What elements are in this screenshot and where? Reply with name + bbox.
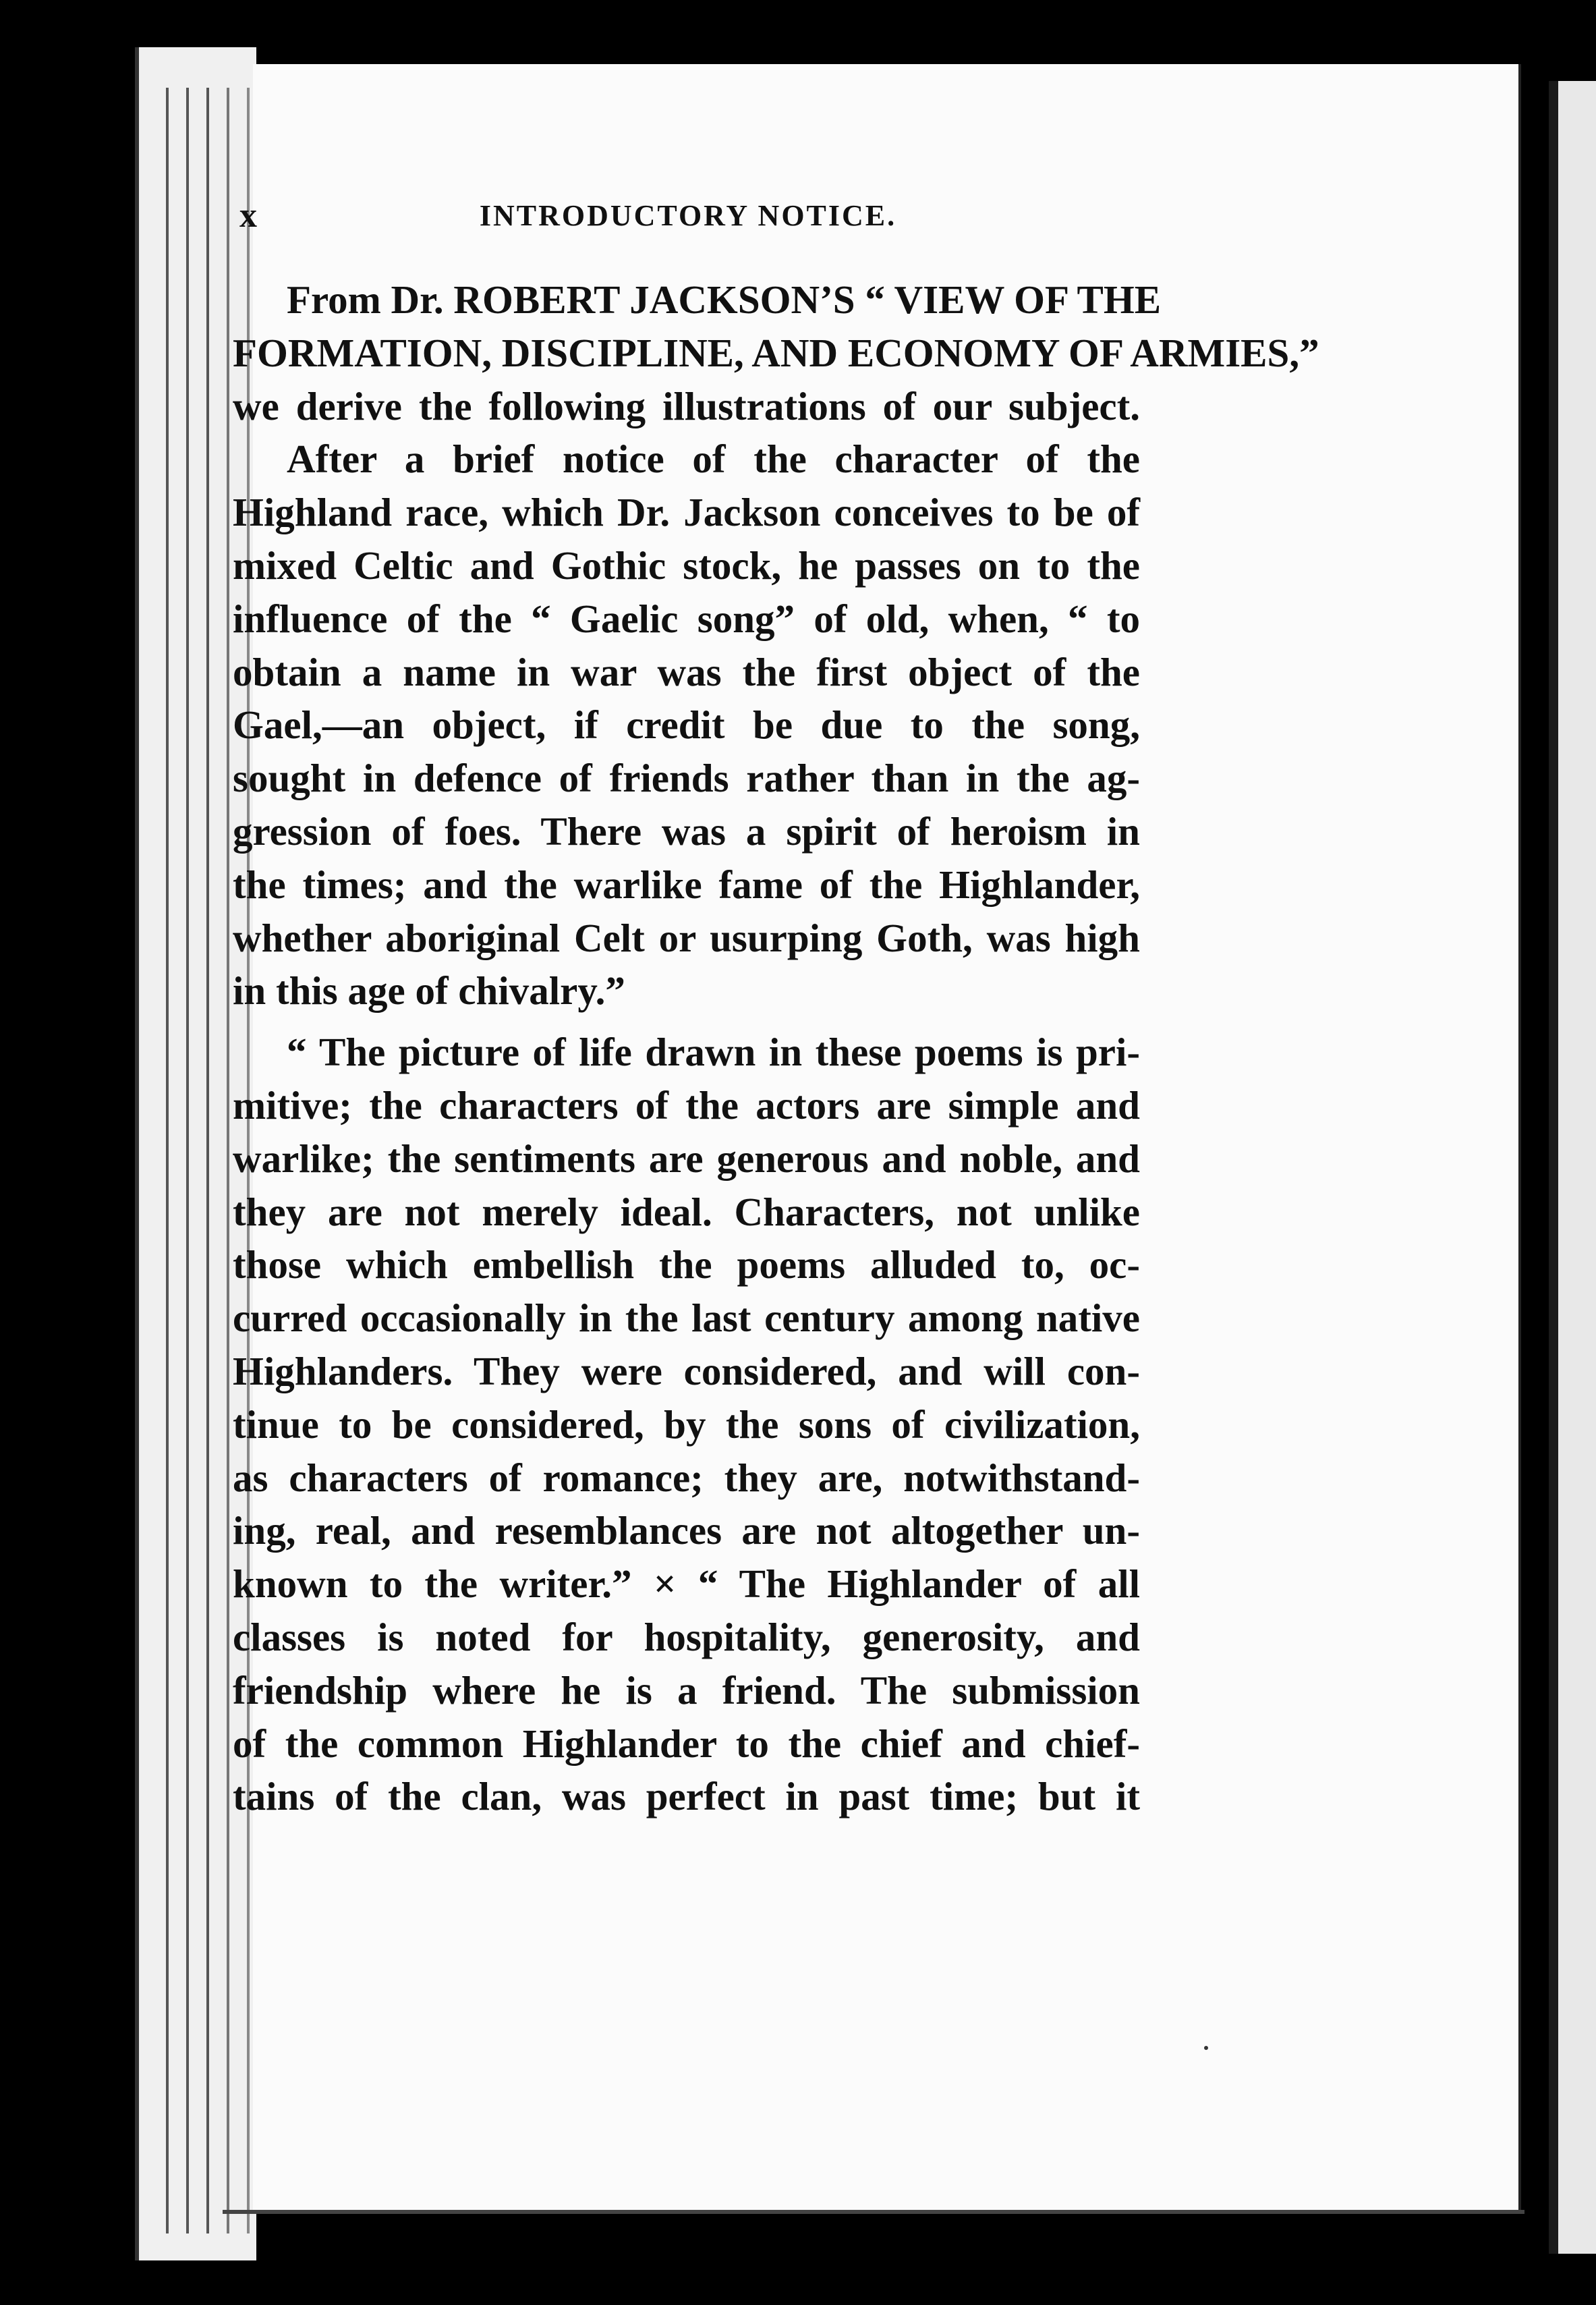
text-line: classes is noted for hospitality, generosity, and [233, 1614, 1140, 1659]
text-line: FORMATION, DISCIPLINE, AND ECONOMY OF ARMIES,” [233, 330, 1319, 375]
gutter-shadow [1549, 81, 1558, 2254]
page-edge-line [186, 88, 189, 2233]
text-line: friendship where he is a friend. The submission [233, 1667, 1140, 1713]
text-line: they are not merely ideal. Characters, not unlike [233, 1189, 1140, 1234]
text-line: we derive the following illustrations of our subject. [233, 383, 1140, 428]
adjacent-page-edge [1549, 81, 1596, 2254]
page-number: x [239, 196, 257, 235]
page-edge-line [206, 88, 209, 2233]
paragraph [233, 433, 1140, 1018]
text-line: ing, real, and resemblances are not altogether un- [233, 1508, 1140, 1553]
text-line: obtain a name in war was the first object of the [233, 649, 1140, 694]
text-line: gression of foes. There was a spirit of heroism in [233, 808, 1140, 854]
text-line: Highland race, which Dr. Jackson conceives to be of [233, 490, 1140, 535]
text-line: After a brief notice of the character of the [287, 437, 1140, 482]
text-line: whether aboriginal Celt or usurping Goth, was high [233, 915, 1140, 960]
page-edge-line [227, 88, 229, 2233]
paragraph [233, 273, 1319, 433]
text-line: warlike; the sentiments are generous and noble, and [233, 1136, 1140, 1181]
text-line: as characters of romance; they are, notwithstand- [233, 1455, 1140, 1500]
scan-speck [1204, 2046, 1208, 2050]
text-line: influence of the “ Gaelic song” of old, when, “ to [233, 596, 1140, 641]
text-line: in this age of chivalry.” [233, 968, 625, 1013]
text-line: of the common Highlander to the chief and chief- [233, 1721, 1140, 1766]
text-line: Gael,—an object, if credit be due to the song, [233, 702, 1140, 748]
running-head: INTRODUCTORY NOTICE. [479, 199, 897, 232]
text-line: mitive; the characters of the actors are simple and [233, 1082, 1140, 1128]
page-edge-line [166, 88, 169, 2233]
page-header [239, 196, 1137, 243]
text-line: Highlanders. They were considered, and will con- [233, 1348, 1140, 1393]
text-line: curred occasionally in the last century among native [233, 1296, 1140, 1341]
text-line: the times; and the warlike fame of the Highlander, [233, 862, 1140, 907]
text-line: tinue to be considered, by the sons of civilization, [233, 1401, 1140, 1447]
text-line: “ The picture of life drawn in these poems is pri- [287, 1030, 1140, 1075]
text-line: From Dr. ROBERT JACKSON’S “ VIEW OF THE [287, 277, 1162, 322]
text-line: mixed Celtic and Gothic stock, he passes on to the [233, 543, 1140, 588]
text-line: known to the writer.” × “ The Highlander of all [233, 1561, 1140, 1607]
text-line: tains of the clan, was perfect in past time; but it [233, 1774, 1140, 1819]
page-bottom-edge [223, 2210, 1524, 2214]
paragraph [233, 1026, 1140, 1823]
text-line: sought in defence of friends rather than in the ag- [233, 756, 1140, 801]
body-text [233, 273, 1319, 1823]
text-line: those which embellish the poems alluded to, oc- [233, 1242, 1140, 1287]
